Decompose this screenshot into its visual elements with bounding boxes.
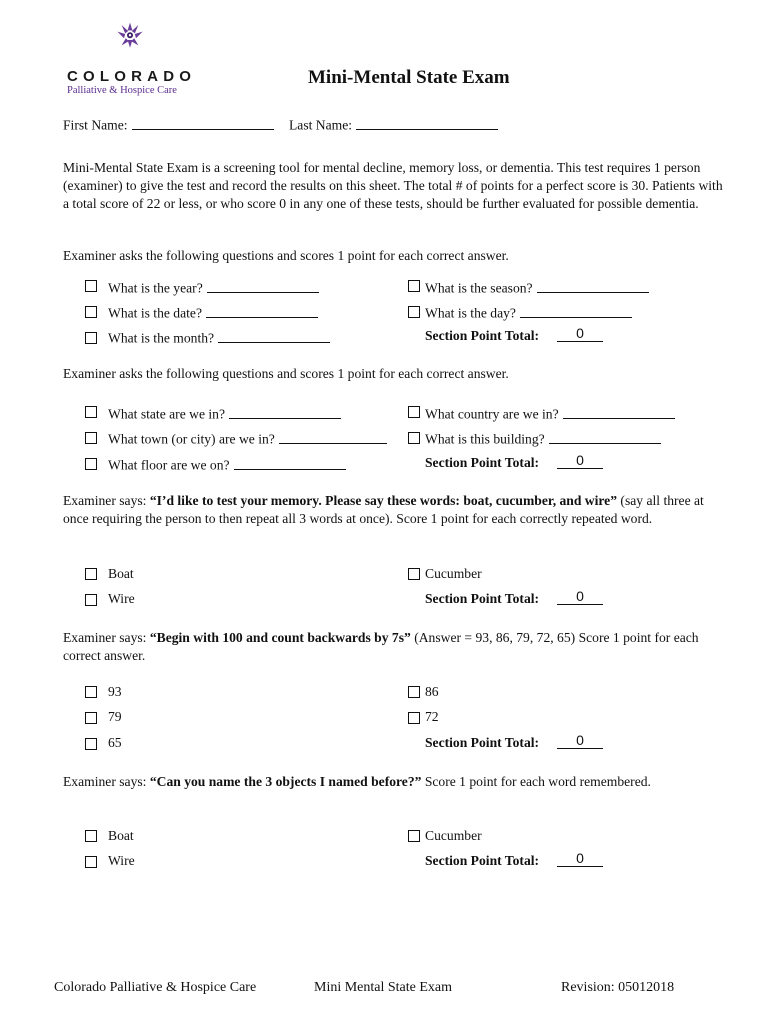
question-item: What is the day? — [425, 303, 632, 322]
checkbox[interactable] — [85, 280, 97, 292]
logo-subtitle: Palliative & Hospice Care — [67, 85, 177, 96]
question-item: What is the season? — [425, 278, 649, 297]
section-4-instruction: Examiner says: “Begin with 100 and count backwards by 7s” (Answer = 93, 86, 79, 72, 65) Score 1 point for each correct answer. — [63, 630, 699, 663]
checkbox[interactable] — [408, 280, 420, 292]
first-name-field[interactable] — [63, 115, 274, 134]
section-total-label: Section Point Total: — [425, 853, 540, 868]
checkbox[interactable] — [408, 568, 420, 580]
checkbox[interactable] — [85, 568, 97, 580]
checkbox[interactable] — [85, 458, 97, 470]
checkbox[interactable] — [85, 332, 97, 344]
checkbox[interactable] — [85, 830, 97, 842]
footer-revision: Revision: 05012018 — [561, 980, 675, 995]
checkbox[interactable] — [408, 830, 420, 842]
checkbox[interactable] — [85, 594, 97, 606]
question-item: What is this building? — [425, 429, 661, 448]
section-1-instruction: Examiner asks the following questions and scores 1 point for each correct answer. — [63, 248, 509, 263]
word-item: Wire — [108, 853, 135, 868]
question-item: What town (or city) are we in? — [108, 429, 387, 448]
answer-item: 93 — [108, 684, 122, 699]
checkbox[interactable] — [408, 406, 420, 418]
last-name-label: Last Name: — [289, 117, 353, 133]
checkbox[interactable] — [85, 856, 97, 868]
checkbox[interactable] — [85, 432, 97, 444]
footer-form-name: Mini Mental State Exam — [314, 980, 453, 995]
question-item: What is the date? — [108, 303, 318, 322]
section-1-total[interactable]: 0 — [557, 325, 603, 342]
section-5-instruction: Examiner says: “Can you name the 3 objects I named before?” Score 1 point for each word remembered. — [63, 774, 651, 789]
intro-paragraph: Mini-Mental State Exam is a screening tool for mental decline, memory loss, or dementia. This test requires 1 person (examiner) to give the test and record the results on this sheet. The total # of points for a perfect score is 30. Patients with a total score of 22 or less, or who score 0 in any one of these tests, should be further evaluated for possible dementia. — [63, 160, 723, 211]
page-title: Mini-Mental State Exam — [308, 67, 510, 88]
section-3-total[interactable]: 0 — [557, 588, 603, 605]
word-item: Boat — [108, 566, 134, 581]
colorado-logo-star-icon — [60, 22, 200, 70]
checkbox[interactable] — [408, 712, 420, 724]
word-item: Cucumber — [425, 828, 482, 843]
answer-item: 72 — [425, 709, 439, 724]
logo-wordmark: COLORADO — [67, 68, 197, 85]
checkbox[interactable] — [85, 406, 97, 418]
section-2-instruction: Examiner asks the following questions and scores 1 point for each correct answer. — [63, 366, 509, 381]
word-item: Cucumber — [425, 566, 482, 581]
checkbox[interactable] — [85, 686, 97, 698]
word-item: Wire — [108, 591, 135, 606]
answer-item: 79 — [108, 709, 122, 724]
question-item: What floor are we on? — [108, 455, 346, 474]
checkbox[interactable] — [408, 306, 420, 318]
answer-item: 65 — [108, 735, 122, 750]
section-total-label: Section Point Total: — [425, 591, 540, 606]
first-name-label: First Name: — [63, 117, 128, 133]
section-3-instruction: Examiner says: “I’d like to test your memory. Please say these words: boat, cucumber, and wire” (say all three at once requiring the person to then repeat all 3 words at once). Score 1 point for each correctly repeated word. — [63, 493, 704, 526]
section-5-total[interactable]: 0 — [557, 850, 603, 867]
checkbox[interactable] — [85, 306, 97, 318]
section-4-total[interactable]: 0 — [557, 732, 603, 749]
footer-org: Colorado Palliative & Hospice Care — [54, 980, 257, 995]
checkbox[interactable] — [85, 738, 97, 750]
question-item: What is the year? — [108, 278, 319, 297]
question-item: What state are we in? — [108, 404, 341, 423]
section-total-label: Section Point Total: — [425, 328, 540, 343]
section-total-label: Section Point Total: — [425, 735, 540, 750]
question-item: What is the month? — [108, 328, 330, 347]
checkbox[interactable] — [408, 686, 420, 698]
section-total-label: Section Point Total: — [425, 455, 540, 470]
question-item: What country are we in? — [425, 404, 675, 423]
last-name-field[interactable] — [289, 115, 498, 134]
last-name-line[interactable] — [356, 115, 498, 130]
section-2-total[interactable]: 0 — [557, 452, 603, 469]
checkbox[interactable] — [408, 432, 420, 444]
word-item: Boat — [108, 828, 134, 843]
first-name-line[interactable] — [132, 115, 274, 130]
checkbox[interactable] — [85, 712, 97, 724]
answer-item: 86 — [425, 684, 439, 699]
